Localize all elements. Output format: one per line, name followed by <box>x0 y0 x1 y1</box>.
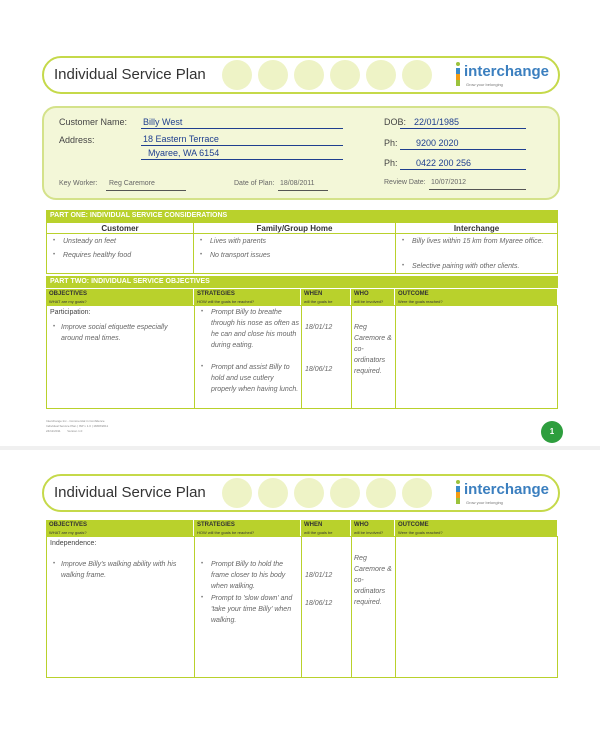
when-date-2: 18/06/12 <box>305 366 333 373</box>
address-label: Address: <box>59 135 95 145</box>
when-cell <box>301 305 352 409</box>
strategies-header: STRATEGIES HOW will the goals be reached? <box>194 520 301 536</box>
objectives-header: OBJECTIVES WHAT are my goals? <box>46 289 194 305</box>
outcome-cell <box>395 536 558 678</box>
customer-name-value: Billy West <box>143 117 183 127</box>
strategies-header: STRATEGIES HOW will the goals be reached? <box>194 289 301 305</box>
when-date-1: 18/01/12 <box>305 572 333 579</box>
page-title: Individual Service Plan <box>54 66 206 83</box>
objective-text: Improve social etiquette especially around meal times. <box>61 324 168 342</box>
page1-header <box>42 56 560 94</box>
objectives-header: OBJECTIVES WHAT are my goals? <box>46 520 194 536</box>
date-of-plan-label: Date of Plan: <box>234 180 275 187</box>
strategy-text-2: Prompt and assist Billy to hold and use cutlery properly when having lunch. <box>211 364 299 393</box>
who-text: Reg Caremore & co-ordinators required. <box>354 324 392 375</box>
objective-cell <box>46 536 195 678</box>
strategy-text-1: Prompt Billy to hold the frame closer to his body when walking. <box>211 561 286 590</box>
phone-label-2: Ph: <box>384 158 398 168</box>
when-date-2: 18/06/12 <box>305 600 333 607</box>
who-text: Reg Caremore & co-ordinators required. <box>354 555 392 606</box>
phone-value-1: 9200 2020 <box>416 138 459 148</box>
list-item: No transport issues <box>210 252 271 259</box>
page-number-badge: 1 <box>541 421 563 443</box>
address-line2: Myaree, WA 6154 <box>148 148 220 158</box>
date-of-plan-value: 18/08/2011 <box>280 180 315 187</box>
footnote: Interchange Inc - Commercial in Confidence Individual Service Plan | ISP v 1.0 | 18/08/2011 24/11/2011 Version 1.0 <box>46 419 109 433</box>
section-independence: Independence: <box>50 540 97 547</box>
customer-info-box <box>42 106 560 200</box>
objective-text: Improve Billy's walking ability with his walking frame. <box>61 561 177 579</box>
list-item: Billy lives within 15 km from Myaree office. <box>412 238 544 245</box>
list-item: Requires healthy food <box>63 252 132 259</box>
review-date-value: 10/07/2012 <box>431 179 467 186</box>
part-one-title: PART ONE: INDIVIDUAL SERVICE CONSIDERATIONS <box>46 210 558 222</box>
strategy-text-1: Prompt Billy to breathe through his nose as often as he can and close his mouth during eating. <box>211 309 299 349</box>
who-header: WHO will be involved? <box>351 520 395 536</box>
page2-header <box>42 474 560 512</box>
when-header: WHEN will the goals be <box>301 289 351 305</box>
key-worker-label: Key Worker: <box>59 180 98 187</box>
column-interchange: Interchange <box>453 224 500 233</box>
dob-label: DOB: <box>384 117 407 127</box>
outcome-header: OUTCOME Were the goals reached? <box>395 520 558 536</box>
key-worker-value: Reg Caremore <box>109 180 155 187</box>
when-date-1: 18/01/12 <box>305 324 333 331</box>
column-customer: Customer <box>101 224 139 233</box>
outcome-header: OUTCOME Were the goals reached? <box>395 289 558 305</box>
outcome-cell <box>395 305 558 409</box>
who-header: WHO will be involved? <box>351 289 395 305</box>
list-item: Lives with parents <box>210 238 267 245</box>
page-title: Individual Service Plan <box>54 484 206 501</box>
customer-name-label: Customer Name: <box>59 117 128 127</box>
address-line1: 18 Eastern Terrace <box>143 134 219 144</box>
section-participation: Participation: <box>50 309 91 316</box>
dob-value: 22/01/1985 <box>414 117 460 127</box>
interchange-logo: interchange Grow your belonging <box>456 480 556 508</box>
part-two-title: PART TWO: INDIVIDUAL SERVICE OBJECTIVES <box>46 276 558 288</box>
strategy-text-2: Prompt to 'slow down' and 'take your time Billy' when walking. <box>211 595 293 624</box>
phone-label-1: Ph: <box>384 138 398 148</box>
list-item: Selective pairing with other clients. <box>412 263 520 270</box>
column-family: Family/Group Home <box>256 224 333 233</box>
when-header: WHEN will the goals be <box>301 520 351 536</box>
page-separator <box>0 446 600 450</box>
review-date-label: Review Date: <box>384 179 426 186</box>
objective-cell <box>46 305 195 409</box>
phone-value-2: 0422 200 256 <box>416 158 472 168</box>
interchange-logo: interchange Grow your belonging <box>456 62 556 90</box>
list-item: Unsteady on feet <box>63 238 116 245</box>
